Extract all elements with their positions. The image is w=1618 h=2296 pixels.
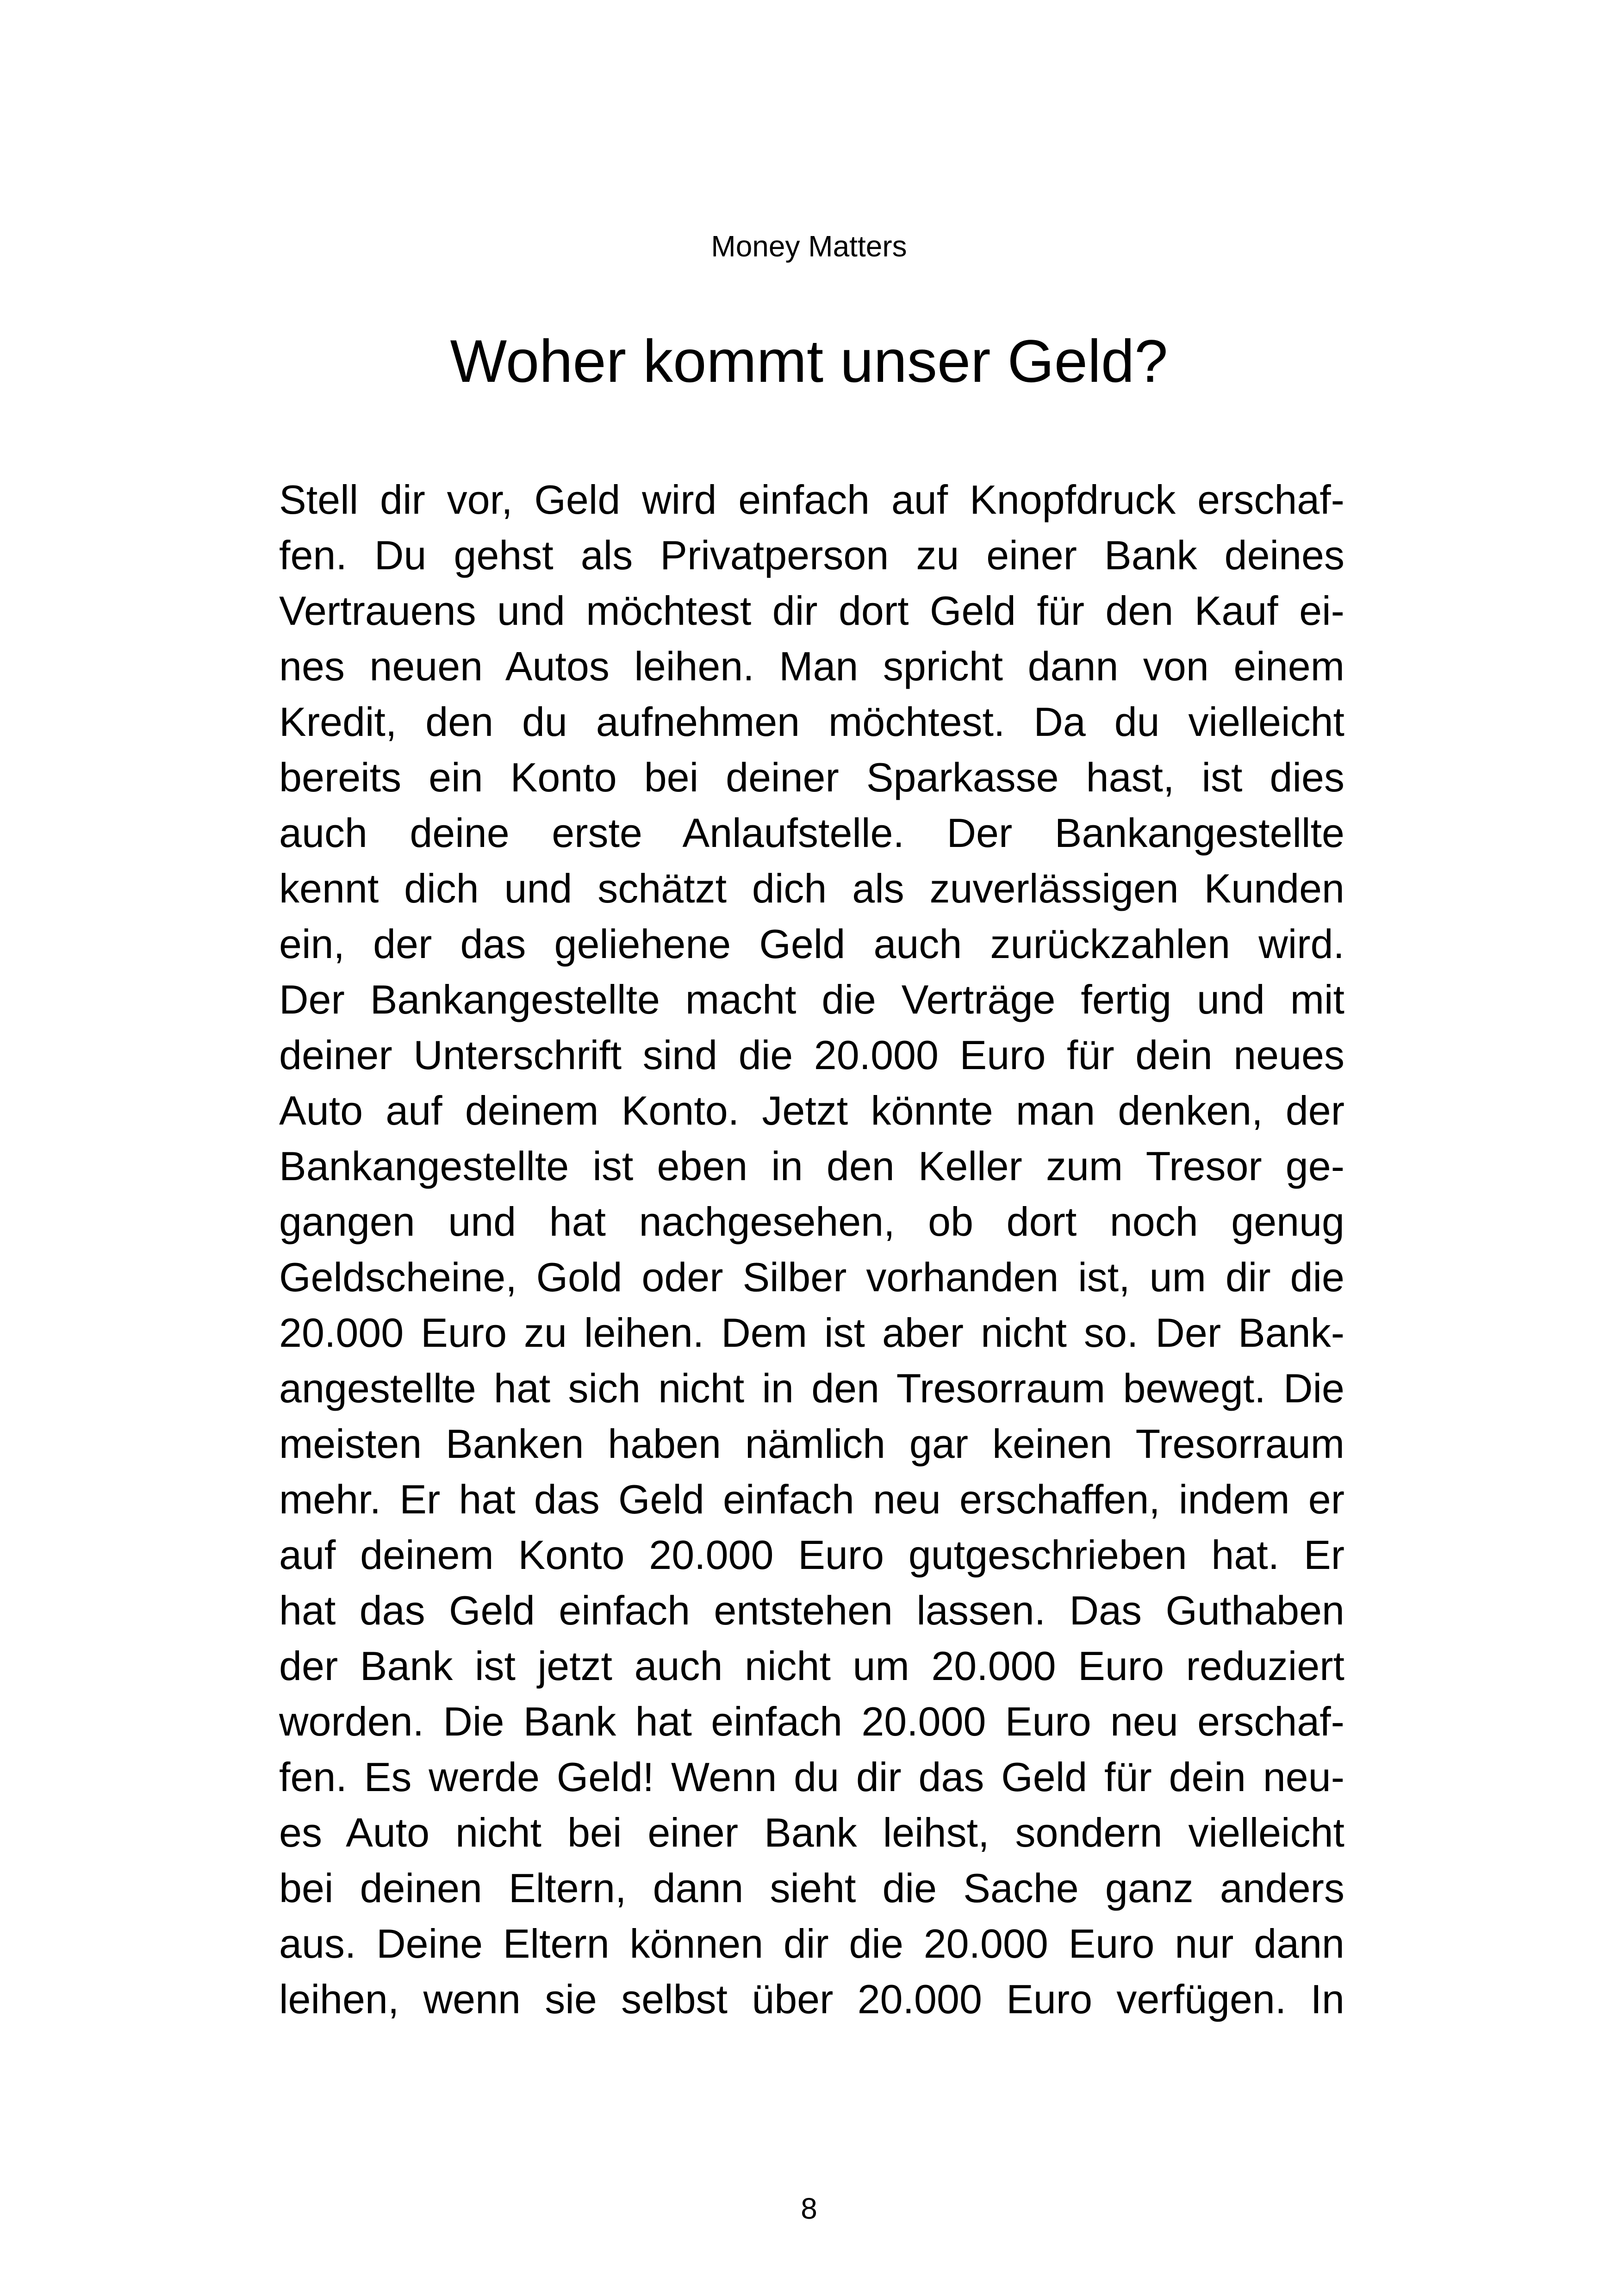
- text-line: Bankangestellte ist eben in den Keller zum Tresor ge-: [279, 1143, 1344, 1189]
- text-line: meisten Banken haben nämlich gar keinen Tresorraum: [279, 1421, 1344, 1467]
- text-line: der Bank ist jetzt auch nicht um 20.000 Euro reduziert: [279, 1643, 1344, 1689]
- text-line: Kredit, den du aufnehmen möchtest. Da du vielleicht: [279, 699, 1344, 745]
- text-line: fen. Du gehst als Privatperson zu einer Bank deines: [279, 532, 1344, 578]
- body-text: [279, 472, 1344, 2027]
- text-line: mehr. Er hat das Geld einfach neu erschaffen, indem er: [279, 1476, 1344, 1522]
- page-title: Woher kommt unser Geld?: [450, 327, 1168, 395]
- text-line: kennt dich und schätzt dich als zuverlässigen Kunden: [279, 865, 1344, 911]
- text-line: es Auto nicht bei einer Bank leihst, sondern vielleicht: [279, 1810, 1344, 1855]
- text-line: nes neuen Autos leihen. Man spricht dann von einem: [279, 643, 1344, 689]
- text-line: 20.000 Euro zu leihen. Dem ist aber nicht so. Der Bank-: [279, 1310, 1344, 1356]
- text-line: leihen, wenn sie selbst über 20.000 Euro verfügen. In: [279, 1976, 1344, 2022]
- text-line: gangen und hat nachgesehen, ob dort noch genug: [279, 1199, 1344, 1244]
- text-line: auf deinem Konto 20.000 Euro gutgeschrieben hat. Er: [279, 1532, 1344, 1578]
- text-line: worden. Die Bank hat einfach 20.000 Euro neu erschaf-: [279, 1699, 1344, 1744]
- text-line: Auto auf deinem Konto. Jetzt könnte man denken, der: [279, 1088, 1344, 1133]
- running-header: Money Matters: [711, 230, 907, 263]
- text-line: auch deine erste Anlaufstelle. Der Bankangestellte: [279, 810, 1344, 856]
- text-line: bei deinen Eltern, dann sieht die Sache ganz anders: [279, 1865, 1344, 1911]
- text-line: bereits ein Konto bei deiner Sparkasse hast, ist dies: [279, 754, 1344, 800]
- text-line: deiner Unterschrift sind die 20.000 Euro für dein neues: [279, 1032, 1344, 1078]
- text-line: Geldscheine, Gold oder Silber vorhanden ist, um dir die: [279, 1254, 1344, 1300]
- text-line: hat das Geld einfach entstehen lassen. Das Guthaben: [279, 1587, 1344, 1633]
- page-number: 8: [801, 2192, 817, 2225]
- text-line: angestellte hat sich nicht in den Tresorraum bewegt. Die: [279, 1365, 1344, 1411]
- text-line: fen. Es werde Geld! Wenn du dir das Geld für dein neu-: [279, 1754, 1344, 1800]
- text-line: aus. Deine Eltern können dir die 20.000 Euro nur dann: [279, 1921, 1344, 1966]
- text-line: ein, der das geliehene Geld auch zurückzahlen wird.: [279, 921, 1344, 967]
- text-line: Der Bankangestellte macht die Verträge fertig und mit: [279, 977, 1344, 1022]
- text-line: Vertrauens und möchtest dir dort Geld für den Kauf ei-: [279, 588, 1344, 634]
- text-line: Stell dir vor, Geld wird einfach auf Knopfdruck erschaf-: [279, 477, 1344, 523]
